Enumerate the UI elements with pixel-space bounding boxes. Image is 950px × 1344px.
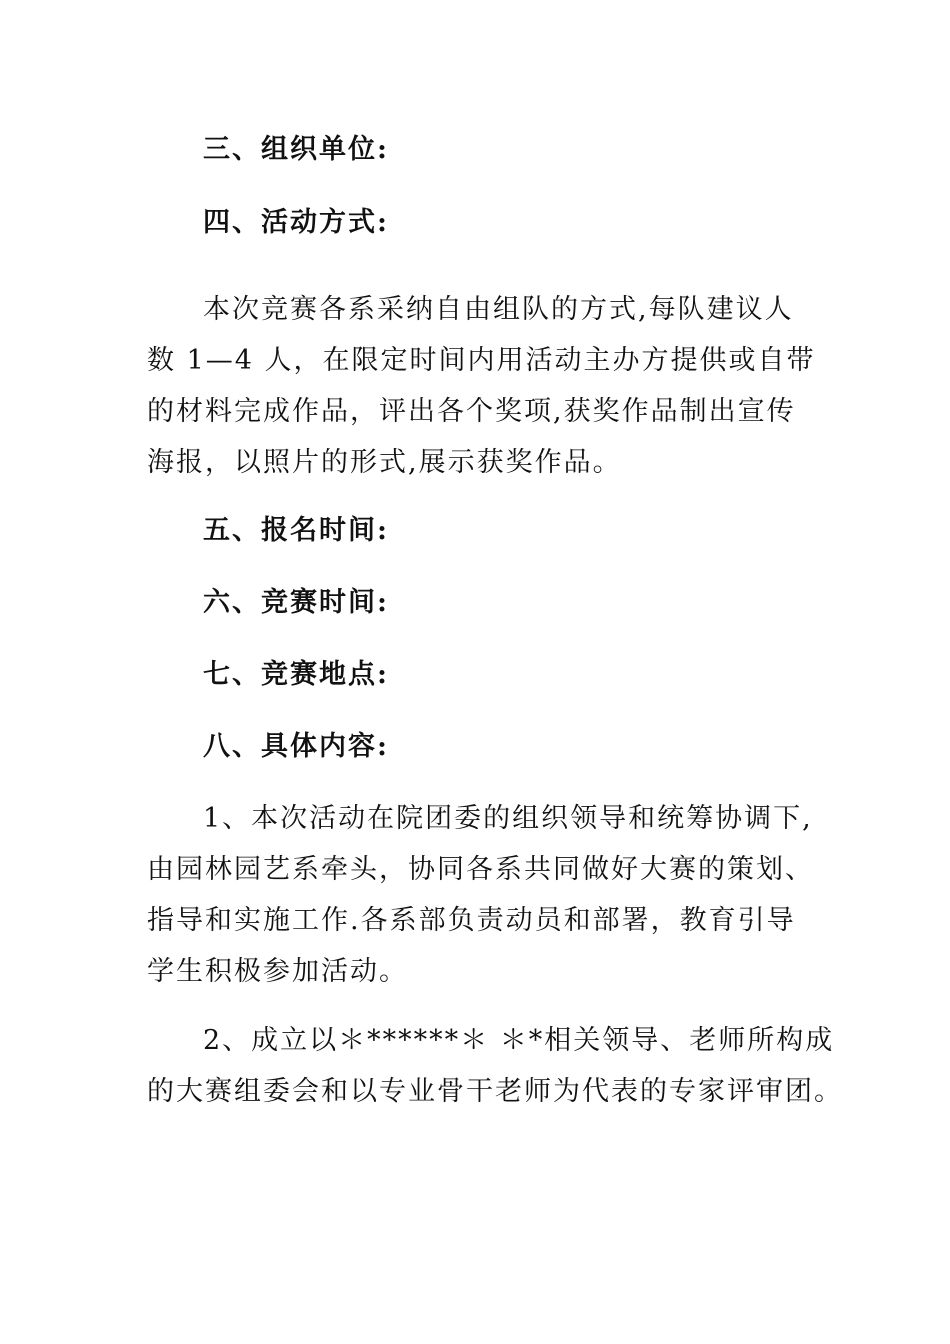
paragraph-line: 的材料完成作品，评出各个奖项,获奖作品制出宣传 [147,396,796,427]
paragraph-line: 2、成立以＊******＊ ＊*相关领导、老师所构成 [203,1025,835,1056]
heading-activity-method: 四、活动方式: [203,207,389,238]
paragraph-line: 由园林园艺系牵头，协同各系共同做好大赛的策划、 [147,854,814,885]
paragraph-line: 学生积极参加活动。 [147,956,408,987]
heading-competition-time: 六、竞赛时间: [203,587,389,618]
paragraph-line: 1、本次活动在院团委的组织领导和统筹协调下, [203,803,813,834]
paragraph-line: 本次竞赛各系采纳自由组队的方式,每队建议人 [203,294,794,325]
paragraph-line: 数 1—4 人，在限定时间内用活动主办方提供或自带 [147,345,816,376]
heading-competition-location: 七、竞赛地点: [203,659,389,690]
heading-organizer: 三、组织单位: [203,134,389,165]
paragraph-line: 指导和实施工作.各系部负责动员和部署，教育引导 [147,905,796,936]
paragraph-content-item-1 [147,793,817,997]
paragraph-line: 的大赛组委会和以专业骨干老师为代表的专家评审团。 [147,1076,843,1107]
paragraph-activity-method [147,284,817,488]
paragraph-line: 海报，以照片的形式,展示获奖作品。 [147,447,622,478]
paragraph-content-item-2 [147,1015,843,1117]
heading-specific-content: 八、具体内容: [203,731,389,762]
heading-registration-time: 五、报名时间: [203,515,389,546]
